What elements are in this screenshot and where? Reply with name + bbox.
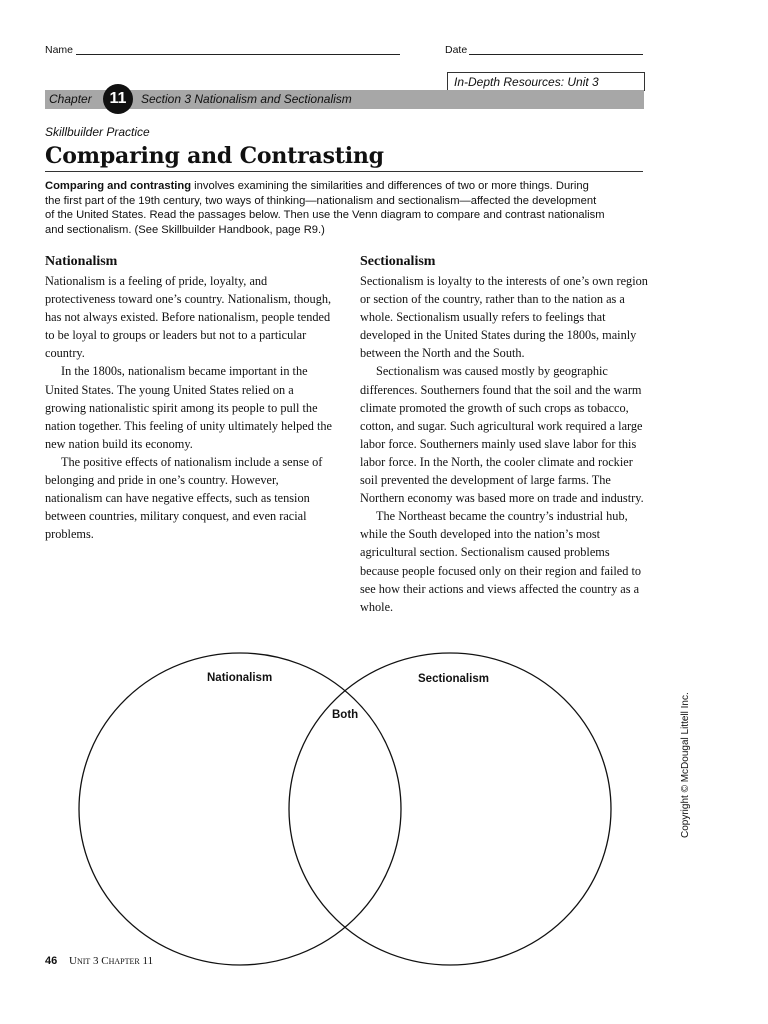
page-number: 46 <box>45 955 58 967</box>
intro-term: Comparing and contrasting <box>45 180 192 192</box>
sectionalism-heading: Sectionalism <box>360 254 436 269</box>
paragraph: Sectionalism is loyalty to the interests of one’s own region or section of the country, rather than to the nation as a whole. Sectionalism usually refers to feelings that developed in the United States during the 1800s, mainly between the North and the South. <box>360 274 648 361</box>
chapter-label: Chapter <box>49 92 92 106</box>
venn-left-circle[interactable] <box>79 653 401 965</box>
section-label: Section 3 Nationalism and Sectionalism <box>141 92 352 106</box>
page-title: Comparing and Contrasting <box>45 143 384 169</box>
venn-right-circle[interactable] <box>289 653 611 965</box>
name-label: Name <box>45 44 74 56</box>
intro-text: involves examining the similarities and differences of two or more things. During the first part of the 19th century, two ways of thinking—nationalism and sectionalism—affected the development of the United States. Read the passages below. Then use the Venn diagram to compare and contrast nationalism and sectionalism. (See Skillbuilder Handbook, page R9.) <box>45 180 605 236</box>
venn-right-label: Sectionalism <box>418 673 489 685</box>
nationalism-heading: Nationalism <box>45 254 118 269</box>
paragraph: Nationalism is a feeling of pride, loyalty, and protectiveness toward one’s country. Nationalism, though, has not always existed. Before nationalism, people tended to be loyal to groups or leaders but not to a particular country. <box>45 274 332 361</box>
venn-overlap-label: Both <box>332 709 359 721</box>
footer-unit-chapter: Unit 3 Chapter 11 <box>69 955 154 967</box>
chapter-number-badge: 11 <box>103 84 133 114</box>
copyright-notice: Copyright © McDougal Littell Inc. <box>680 692 691 838</box>
kicker: Skillbuilder Practice <box>45 125 150 139</box>
paragraph: Sectionalism was caused mostly by geographic differences. Southerners found that the soil and the warm climate promoted the growth of such crops as tobacco, cotton, and sugar. Such agricultural work required a large labor force. Southerners mainly used slave labor for this labor force. In the North, the cooler climate and rockier soil prevented the development of large farms. The Northern economy was based more on trade and industry. <box>360 364 644 506</box>
resources-label: In-Depth Resources: Unit 3 <box>454 75 599 89</box>
date-label: Date <box>445 44 468 56</box>
paragraph: In the 1800s, nationalism became important in the United States. The young United States relied on a growing nationalistic spirit among its people to pull the nation together. This feeling of unity ultimately helped the new nation build its economy. <box>45 364 332 451</box>
paragraph: The positive effects of nationalism include a sense of belonging and pride in one’s country. However, nationalism can have negative effects, such as tension between countries, military conquest, and even racial problems. <box>45 454 323 542</box>
paragraph: The Northeast became the country’s industrial hub, while the South developed into the nation’s most agricultural section. Sectionalism caused problems because people focused only on their region and failed to see how their actions and views affected the country as a whole. <box>360 509 642 614</box>
venn-left-label: Nationalism <box>207 672 273 684</box>
